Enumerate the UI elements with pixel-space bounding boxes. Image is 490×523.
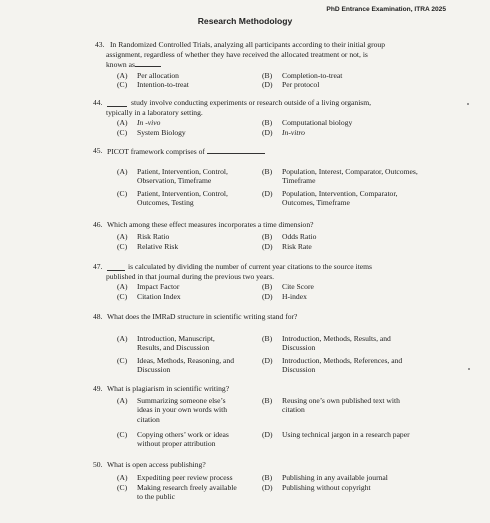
- page-title: Research Methodology: [197, 16, 293, 26]
- question-number: 45.: [93, 146, 103, 155]
- question-number: 49.: [93, 384, 103, 393]
- answer-blank: [107, 263, 125, 271]
- question-stem-line: What is open access publishing?: [107, 460, 206, 469]
- question-stem-line: Which among these effect measures incorporates a time dimension?: [107, 220, 314, 229]
- answer-blank: [207, 146, 265, 154]
- question-stem-line: PICOT framework comprises of: [107, 147, 205, 156]
- question-stem-line: known as: [106, 60, 135, 70]
- scan-speck: [468, 368, 470, 370]
- answer-blank: [135, 59, 161, 67]
- answer-blank: [107, 99, 127, 107]
- question-number: 44.: [93, 98, 103, 107]
- question-number: 48.: [93, 312, 103, 321]
- exam-header: PhD Entrance Examination, ITRA 2025: [326, 6, 446, 13]
- question-number: 46.: [93, 220, 103, 229]
- question-stem-line: What does the IMRaD structure in scientific writing stand for?: [107, 312, 298, 321]
- question-stem-line: is calculated by dividing the number of current year citations to the source items: [128, 262, 372, 271]
- question-stem-line: published in that journal during the previous two years.: [106, 271, 275, 281]
- question-stem-line: typically in a laboratory setting.: [106, 107, 203, 117]
- question-number: 50.: [93, 460, 103, 469]
- question-number: 47.: [93, 262, 103, 271]
- question-number: 43.: [95, 40, 105, 49]
- question-stem-line: study involve conducting experiments or research outside of a living organism,: [131, 98, 372, 107]
- exam-page: PhD Entrance Examination, ITRA 2025 Research Methodology 43. In Randomized Controlled Trials, analyzing all participants according to their initial group assignment, regardless of whether they have received the allocated treatment or not, is known as (A) Per allocation (B) Completion-to-treat (C) Intention-to-treat (D) Per protocol 44. study involve conducting experiments or research outside of a living organism, typically in a laboratory setting. (A) In -vivo (B) Computational biology (C) System Biology (D) In-vitro 45. PICOT framework comprises of (A) Patient, Intervention, Control, Observation, Timeframe (B) Population, Interest, Comparator, Outcomes, Timeframe (C) Patient, Intervention, Control, Outcomes, Testing (D) Population, Intervention, Comparator, Outcomes, Timeframe 46. Which among these effect measures incorporates a time dimension? (A) Risk Ratio (B) Odds Ratio (C) Relative Risk (D) Risk Rate 47. is calculated by dividing the number of current year citations to the source items published in that journal during the previous two years. (A) Impact Factor (B) Cite Score (C) Citation Index (D) H-index 48. What does the IMRaD structure in scientific writing stand for? (A) Introduction, Manuscript, Results, and Discussion (B) Introduction, Methods, Results, and Discussion (C) Ideas, Methods, Reasoning, and Discussion (D) Introduction, Methods, References, and Discussion 49. What is plagiarism in scientific writing? (A) Summarizing someone else’s ideas in your own words with citation (B) Reusing one’s own published text with citation (C) Copying others’ work or ideas without proper attribution (D) Using technical jargon in a research paper 50. What is open access publishing? (A) Expediting peer review process (B) Publishing in any available journal (C) Making research freely available to the public (D) Publishing without copyright: [0, 0, 490, 523]
- question-stem-line: In Randomized Controlled Trials, analyzing all participants according to their initial group: [110, 40, 386, 49]
- question-stem-line: What is plagiarism in scientific writing?: [107, 384, 230, 393]
- question-stem-line: assignment, regardless of whether they have received the allocated treatment or not, is: [106, 49, 368, 59]
- scan-speck: [467, 103, 469, 105]
